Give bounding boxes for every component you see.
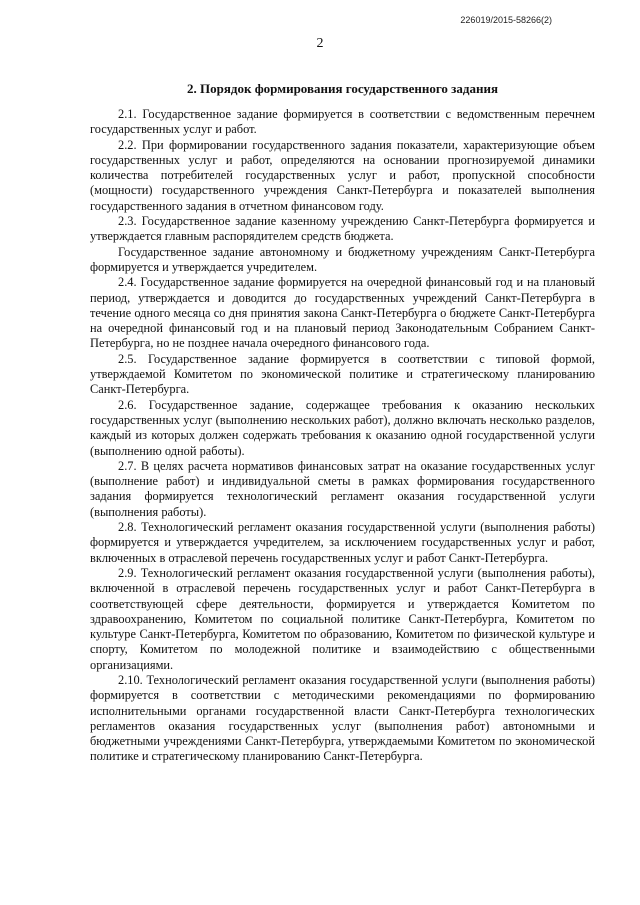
paragraph-2-7: 2.7. В целях расчета нормативов финансовых затрат на оказание государственных услуг (выполнение работ) и индивидуальной сметы в рамках формирования государственного задания формируется технологический регламент оказания государственной услуги (выполнения работы). xyxy=(90,458,595,519)
paragraph-2-8: 2.8. Технологический регламент оказания государственной услуги (выполнения работы) формируется и утверждается учредителем, за исключением государственных услуг и работ, включенных в отраслевой перечень государственных услуг и работ Санкт-Петербурга. xyxy=(90,520,595,565)
paragraph-2-6: 2.6. Государственное задание, содержащее требования к оказанию нескольких государственных услуг (выполнению нескольких работ), должно включать несколько разделов, каждый из которых должен содержать требования к оказанию одной государственной услуги (выполнению одной работы). xyxy=(90,397,595,458)
paragraph-2-3: 2.3. Государственное задание казенному учреждению Санкт-Петербурга формируется и утверждается главным распорядителем средств бюджета. xyxy=(90,214,595,244)
paragraph-2-1: 2.1. Государственное задание формируется в соответствии с ведомственным перечнем государственных услуг и работ. xyxy=(90,107,595,137)
paragraph-2-3-continued: Государственное задание автономному и бюджетному учреждениям Санкт-Петербурга формируется и утверждается учредителем. xyxy=(90,244,595,274)
page-number: 2 xyxy=(316,36,324,51)
paragraph-2-2: 2.2. При формировании государственного задания показатели, характеризующие объем государственных услуг и работ, определяются на основании прогнозируемой динамики количества потребителей государственных услуг и работ, пропускной способности (мощности) государственного учреждения Санкт-Петербурга и показателей выполнения государственного задания в отчетном финансовом году. xyxy=(90,137,595,213)
document-registration-number: 226019/2015-58266(2) xyxy=(460,15,552,25)
paragraph-2-10: 2.10. Технологический регламент оказания государственной услуги (выполнения работы) формируется в соответствии с методическими рекомендациями по формированию исполнительными органами государственной власти Санкт-Петербурга технологических регламентов оказания государственных услуг (выполнения работ) автономными и бюджетными учреждениями Санкт-Петербурга, утверждаемыми Комитетом по экономической политике и стратегическому планированию Санкт-Петербурга. xyxy=(90,672,595,764)
document-body xyxy=(90,80,595,765)
section-heading: 2. Порядок формирования государственного задания xyxy=(187,81,498,96)
paragraph-2-4: 2.4. Государственное задание формируется на очередной финансовый год и на плановый период, утверждается и доводится до государственных учреждений Санкт-Петербурга в течение одного месяца со дня принятия закона Санкт-Петербурга о бюджете Санкт-Петербурга на очередной финансовый год и на плановый период Законодательным Собранием Санкт-Петербурга, но не позднее начала очередного финансового года. xyxy=(90,275,595,351)
paragraph-2-9: 2.9. Технологический регламент оказания государственной услуги (выполнения работы), включенной в отраслевой перечень государственных услуг и работ Санкт-Петербурга в соответствующей сфере деятельности, формируется и утверждается Комитетом по здравоохранению, Комитетом по социальной политике Санкт-Петербурга, Комитетом по культуре Санкт-Петербурга, Комитетом по образованию, Комитетом по физической культуре и спорту, Комитетом по молодежной политике и взаимодействию с общественными организациями. xyxy=(90,565,595,672)
paragraph-2-5: 2.5. Государственное задание формируется в соответствии с типовой формой, утверждаемой Комитетом по экономической политике и стратегическому планированию Санкт-Петербурга. xyxy=(90,351,595,397)
